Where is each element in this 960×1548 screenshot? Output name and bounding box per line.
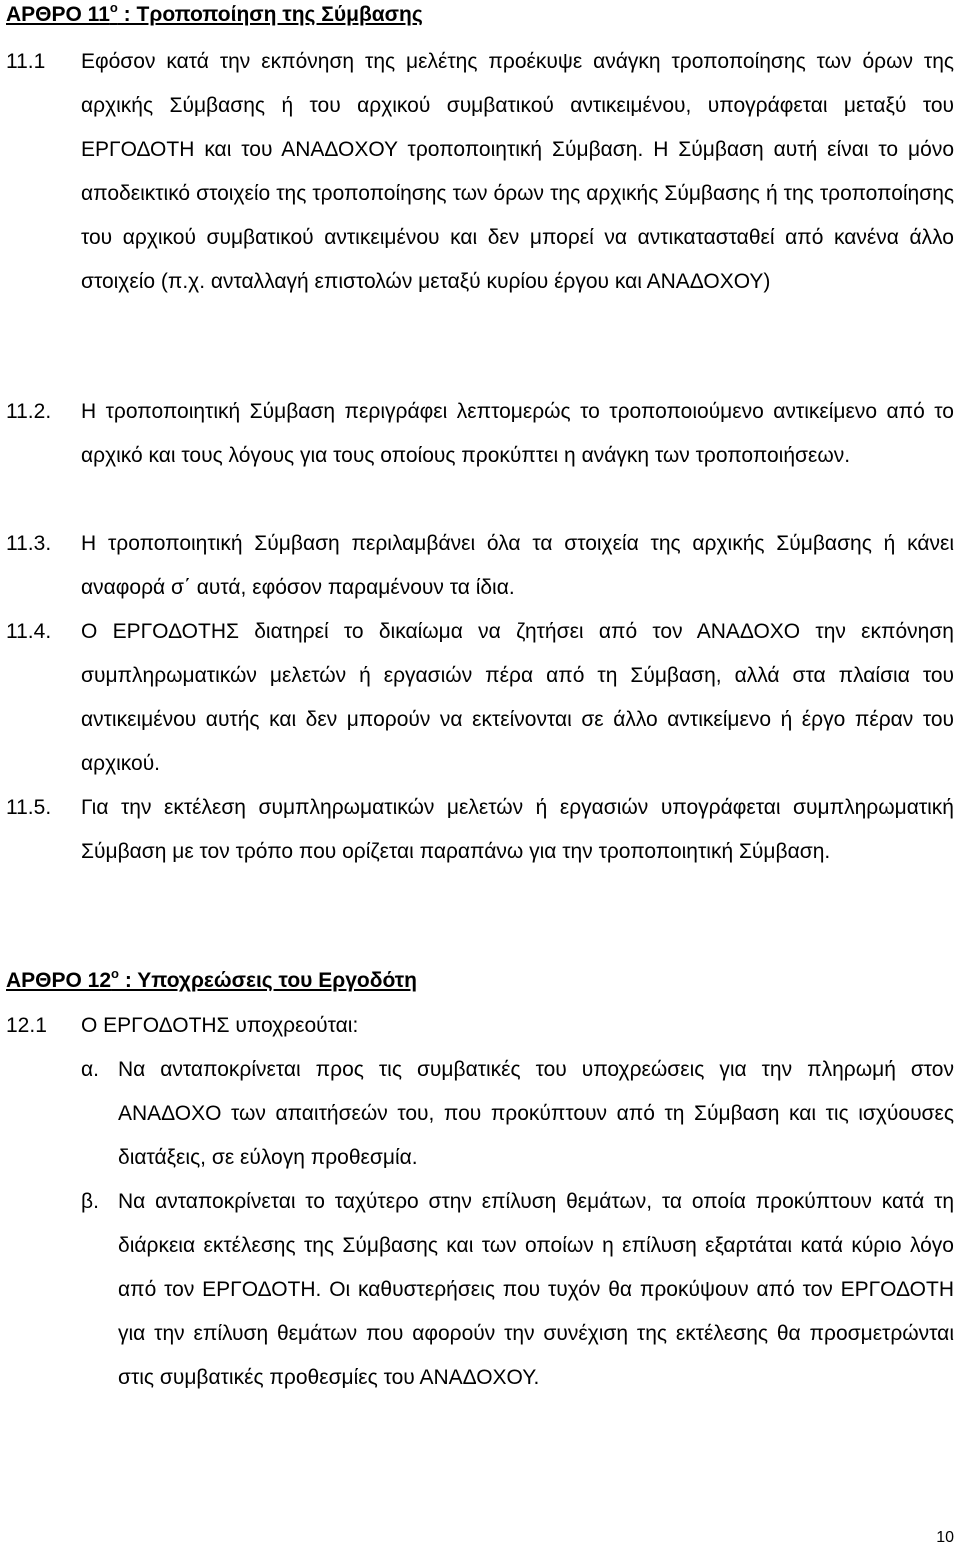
item-number-11-5: 11.5. bbox=[6, 796, 52, 819]
item-number-11-3: 11.3. bbox=[6, 532, 52, 555]
item-text-11-4: Ο ΕΡΓΟΔΟΤΗΣ διατηρεί το δικαίωμα να ζητήσει από τον ΑΝΑΔΟΧΟ την εκπόνηση συμπληρωματικών μελετών ή εργασιών πέρα από τη Σύμβαση, αλλά στα πλαίσια του αντικειμένου αυτής και δεν μπορούν να εκτείνονται σε άλλο αντικείμενο ή έργο πέραν του αρχικού. bbox=[81, 620, 954, 775]
subitem-text-a: Να ανταποκρίνεται προς τις συμβατικές του υποχρεώσεις για την πληρωμή στον ΑΝΑΔΟΧΟ των απαιτήσεών του, που προκύπτουν από τη Σύμβαση και τις ισχύουσες διατάξεις, σε εύλογη προθεσμία. bbox=[118, 1058, 954, 1169]
item-number-11-4: 11.4. bbox=[6, 620, 52, 643]
item-number-11-1: 11.1 bbox=[6, 50, 46, 73]
item-text-11-2: Η τροποποιητική Σύμβαση περιγράφει λεπτομερώς το τροποποιούμενο αντικείμενο από το αρχικό και τους λόγους για τους οποίους προκύπτει η ανάγκη των τροποποιήσεων. bbox=[81, 400, 954, 467]
item-text-11-3: Η τροποποιητική Σύμβαση περιλαμβάνει όλα τα στοιχεία της αρχικής Σύμβασης ή κάνει αναφορά σ΄ αυτά, εφόσον παραμένουν τα ίδια. bbox=[81, 532, 954, 599]
item-text-11-5: Για την εκτέλεση συμπληρωματικών μελετών ή εργασιών υπογράφεται συμπληρωματική Σύμβαση με τον τρόπο που ορίζεται παραπάνω για την τροποποιητική Σύμβαση. bbox=[81, 796, 954, 863]
item-number-12-1: 12.1 bbox=[6, 1014, 47, 1037]
subitem-text-b: Να ανταποκρίνεται το ταχύτερο στην επίλυση θεμάτων, τα οποία προκύπτουν κατά τη διάρκεια εκτέλεσης της Σύμβασης και των οποίων η επίλυση εξαρτάται κατά κύριο λόγο από τον ΕΡΓΟΔΟΤΗ. Οι καθυστερήσεις που τυχόν θα προκύψουν από τον ΕΡΓΟΔΟΤΗ για την επίλυση θεμάτων που αφορούν την συνέχιση της εκτέλεσης θα προσμετρώνται στις συμβατικές προθεσμίες του ΑΝΑΔΟΧΟΥ. bbox=[118, 1190, 954, 1389]
article-11-heading: ΑΡΘΡΟ $11^o$ : Τροποποίηση της Σύμβασης bbox=[6, 0, 423, 26]
subitem-letter-a: α. bbox=[81, 1058, 99, 1081]
item-number-11-2: 11.2. bbox=[6, 400, 52, 423]
subitem-letter-b: β. bbox=[81, 1190, 99, 1213]
item-text-12-1: Ο ΕΡΓΟΔΟΤΗΣ υποχρεούται: bbox=[81, 1014, 359, 1037]
item-text-11-1: Εφόσον κατά την εκπόνηση της μελέτης προέκυψε ανάγκη τροποποίησης των όρων της αρχικής Σύμβασης ή του αρχικού συμβατικού αντικειμένου, υπογράφεται μεταξύ του ΕΡΓΟΔΟΤΗ και του ΑΝΑΔΟΧΟΥ τροποποιητική Σύμβαση. Η Σύμβαση αυτή είναι το μόνο αποδεικτικό στοιχείο της τροποποίησης των όρων της αρχικής Σύμβασης ή της τροποποίησης του αρχικού συμβατικού αντικειμένου και δεν μπορεί να αντικατασταθεί από κανένα άλλο στοιχείο (π.χ. ανταλλαγή επιστολών μεταξύ κυρίου έργου και ΑΝΑΔΟΧΟΥ) bbox=[81, 50, 954, 293]
page-number: 10 bbox=[936, 1529, 954, 1546]
article-12-heading: ΑΡΘΡΟ $12^o$ : Υποχρεώσεις του Εργοδότη bbox=[6, 966, 417, 992]
